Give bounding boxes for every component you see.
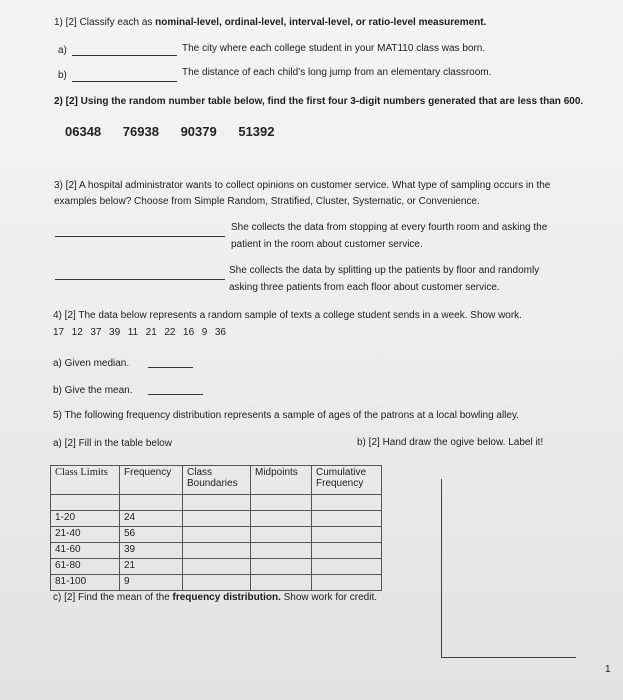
cumulative-frequency-cell[interactable] xyxy=(312,527,382,543)
table-row xyxy=(51,575,382,591)
q1-b-answer-blank[interactable] xyxy=(72,81,177,82)
header-frequency: Frequency xyxy=(120,466,183,495)
q1-prompt xyxy=(54,17,486,28)
class-limits-cell: 41-60 xyxy=(51,543,120,559)
q4-b: b) Give the mean. xyxy=(53,385,133,396)
random-number: 06348 xyxy=(65,124,102,139)
q3-ex2-line1: She collects the data by splitting up the patients by floor and randomly xyxy=(229,265,540,276)
table-row xyxy=(51,511,382,527)
q4-a-answer-blank[interactable] xyxy=(148,367,193,368)
q4-data: 17 12 37 39 11 21 22 16 9 36 xyxy=(53,327,226,338)
class-limits-cell: 21-40 xyxy=(51,527,120,543)
blank-cell xyxy=(120,495,183,511)
q5-c-bold: frequency distribution. xyxy=(172,592,281,603)
ogive-x-axis xyxy=(441,657,576,658)
q1-a-answer-blank[interactable] xyxy=(72,55,177,56)
q5-a: a) [2] Fill in the table below xyxy=(53,438,172,449)
blank-cell xyxy=(51,495,120,511)
q1-a-label: a) xyxy=(58,45,67,56)
table-header-row xyxy=(51,466,382,495)
q2-prompt: 2) [2] Using the random number table below, find the first four 3-digit numbers generated that are less than 600. xyxy=(54,96,584,107)
class-limits-cell: 61-80 xyxy=(51,559,120,575)
random-number: 90379 xyxy=(180,124,217,139)
frequency-table xyxy=(50,465,382,591)
header-class-limits: Class Limits xyxy=(51,466,120,495)
q3-prompt-line2: examples below? Choose from Simple Random, Stratified, Cluster, Systematic, or Convenience. xyxy=(54,196,480,207)
q5-b: b) [2] Hand draw the ogive below. Label it! xyxy=(357,437,544,448)
class-boundaries-cell[interactable] xyxy=(183,575,251,591)
random-number-table xyxy=(65,124,289,139)
random-number: 51392 xyxy=(238,124,275,139)
cumulative-frequency-cell[interactable] xyxy=(312,543,382,559)
q5-c-suffix: Show work for credit. xyxy=(280,592,378,603)
q5-prompt: 5) The following frequency distribution represents a sample of ages of the patrons at a local bowling alley. xyxy=(53,410,520,421)
q4-a: a) Given median. xyxy=(53,358,130,369)
q3-ex1-line1: She collects the data from stopping at every fourth room and asking the xyxy=(231,222,548,233)
q3-prompt-line1: 3) [2] A hospital administrator wants to collect opinions on customer service. What type of sampling occurs in the xyxy=(54,180,551,191)
table-row-blank xyxy=(51,495,382,511)
midpoint-cell[interactable] xyxy=(251,559,312,575)
class-limits-cell: 1-20 xyxy=(51,511,120,527)
cumulative-frequency-cell[interactable] xyxy=(312,559,382,575)
frequency-cell: 21 xyxy=(120,559,183,575)
blank-cell xyxy=(183,495,251,511)
midpoint-cell[interactable] xyxy=(251,575,312,591)
q5-c xyxy=(53,592,377,603)
frequency-cell: 39 xyxy=(120,543,183,559)
cumulative-frequency-cell[interactable] xyxy=(312,511,382,527)
q4-b-answer-blank[interactable] xyxy=(148,394,203,395)
q3-ex2-answer-blank[interactable] xyxy=(55,279,225,280)
q1-prompt-prefix: 1) [2] Classify each as xyxy=(54,17,156,28)
frequency-cell: 24 xyxy=(120,511,183,527)
q3-ex2-line2: asking three patients from each floor about customer service. xyxy=(229,282,500,293)
q4-prompt: 4) [2] The data below represents a random sample of texts a college student sends in a week. Show work. xyxy=(53,310,522,321)
class-limits-cell: 81-100 xyxy=(51,575,120,591)
table-row xyxy=(51,559,382,575)
header-class-boundaries: Class Boundaries xyxy=(183,466,251,495)
midpoint-cell[interactable] xyxy=(251,543,312,559)
header-midpoints: Midpoints xyxy=(251,466,312,495)
blank-cell xyxy=(251,495,312,511)
class-boundaries-cell[interactable] xyxy=(183,559,251,575)
midpoint-cell[interactable] xyxy=(251,511,312,527)
class-boundaries-cell[interactable] xyxy=(183,511,251,527)
midpoint-cell[interactable] xyxy=(251,527,312,543)
table-row xyxy=(51,527,382,543)
q3-ex1-line2: patient in the room about customer service. xyxy=(231,239,423,250)
frequency-cell: 56 xyxy=(120,527,183,543)
table-row xyxy=(51,543,382,559)
ogive-y-axis xyxy=(441,479,442,657)
blank-cell xyxy=(312,495,382,511)
q1-a-text: The city where each college student in your MAT110 class was born. xyxy=(182,43,486,54)
random-number: 76938 xyxy=(122,124,159,139)
q1-prompt-bold: nominal-level, ordinal-level, interval-level, or ratio-level measurement. xyxy=(155,17,487,28)
class-boundaries-cell[interactable] xyxy=(183,527,251,543)
page-number: 1 xyxy=(605,664,611,675)
q1-b-label: b) xyxy=(58,70,67,81)
q1-b-text: The distance of each child’s long jump from an elementary classroom. xyxy=(182,67,492,78)
header-cumulative-frequency: Cumulative Frequency xyxy=(312,466,382,495)
q5-c-prefix: c) [2] Find the mean of the xyxy=(53,592,173,603)
cumulative-frequency-cell[interactable] xyxy=(312,575,382,591)
q3-ex1-answer-blank[interactable] xyxy=(55,236,225,237)
frequency-cell: 9 xyxy=(120,575,183,591)
class-boundaries-cell[interactable] xyxy=(183,543,251,559)
